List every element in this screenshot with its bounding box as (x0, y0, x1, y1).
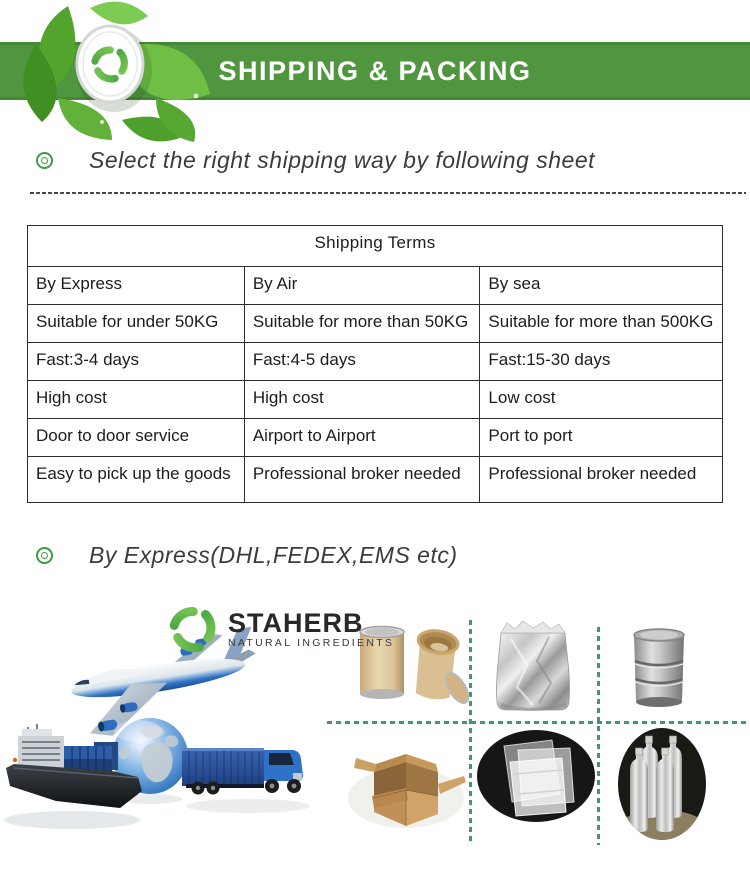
brand-name: STAHERB (228, 607, 364, 638)
container-truck-icon (182, 748, 303, 795)
section-heading-text: Select the right shipping way by following sheet (89, 147, 596, 173)
double-ring-bullet-icon (36, 547, 53, 564)
table-row (28, 419, 723, 457)
foil-pouch-photo (487, 613, 579, 717)
table-col-header: By Express (28, 267, 245, 305)
table-cell: Fast:15-30 days (480, 343, 723, 381)
table-cell: Professional broker needed (244, 457, 480, 503)
table-cell: Fast:4-5 days (244, 343, 480, 381)
dashed-divider (30, 192, 746, 194)
table-cell: Fast:3-4 days (28, 343, 245, 381)
table-cell: Suitable for under 50KG (28, 305, 245, 343)
section-by-express (36, 542, 458, 569)
staherb-leaves-logo-icon (6, 0, 226, 148)
table-cell: High cost (244, 381, 480, 419)
table-cell: Suitable for more than 50KG (244, 305, 480, 343)
table-col-header: By Air (244, 267, 480, 305)
table-row (28, 305, 723, 343)
table-title-row (28, 226, 723, 267)
plastic-bags-photo (474, 728, 598, 828)
carton-box-photo (344, 738, 468, 834)
steel-drum-photo (628, 623, 690, 711)
table-cell: Easy to pick up the goods (28, 457, 245, 503)
grid-horizontal-dash-line (327, 721, 750, 724)
brand-tagline: NATURAL INGREDIENTS (228, 636, 395, 649)
bullet-inner-ring (41, 552, 48, 559)
page-title: SHIPPING & PACKING (218, 55, 532, 86)
section-heading-text: By Express(DHL,FEDEX,EMS etc) (89, 542, 458, 568)
table-row (28, 343, 723, 381)
double-ring-bullet-icon (36, 152, 53, 169)
table-cell: Professional broker needed (480, 457, 723, 503)
table-cell: High cost (28, 381, 245, 419)
staherb-knot-icon (166, 602, 220, 656)
table-cell: Door to door service (28, 419, 245, 457)
shipping-terms-table (27, 225, 723, 503)
reflection (4, 811, 140, 829)
table-row (28, 457, 723, 503)
table-cell: Airport to Airport (244, 419, 480, 457)
aluminum-bottles-photo (616, 726, 708, 844)
table-cell: Low cost (480, 381, 723, 419)
section-shipping-way (36, 147, 595, 174)
table-cell: Suitable for more than 500KG (480, 305, 723, 343)
table-title: Shipping Terms (28, 226, 723, 267)
table-row (28, 267, 723, 305)
table-row (28, 381, 723, 419)
bullet-inner-ring (41, 157, 48, 164)
table-cell: Port to port (480, 419, 723, 457)
staherb-brand-logo (166, 602, 394, 656)
table-col-header: By sea (480, 267, 723, 305)
